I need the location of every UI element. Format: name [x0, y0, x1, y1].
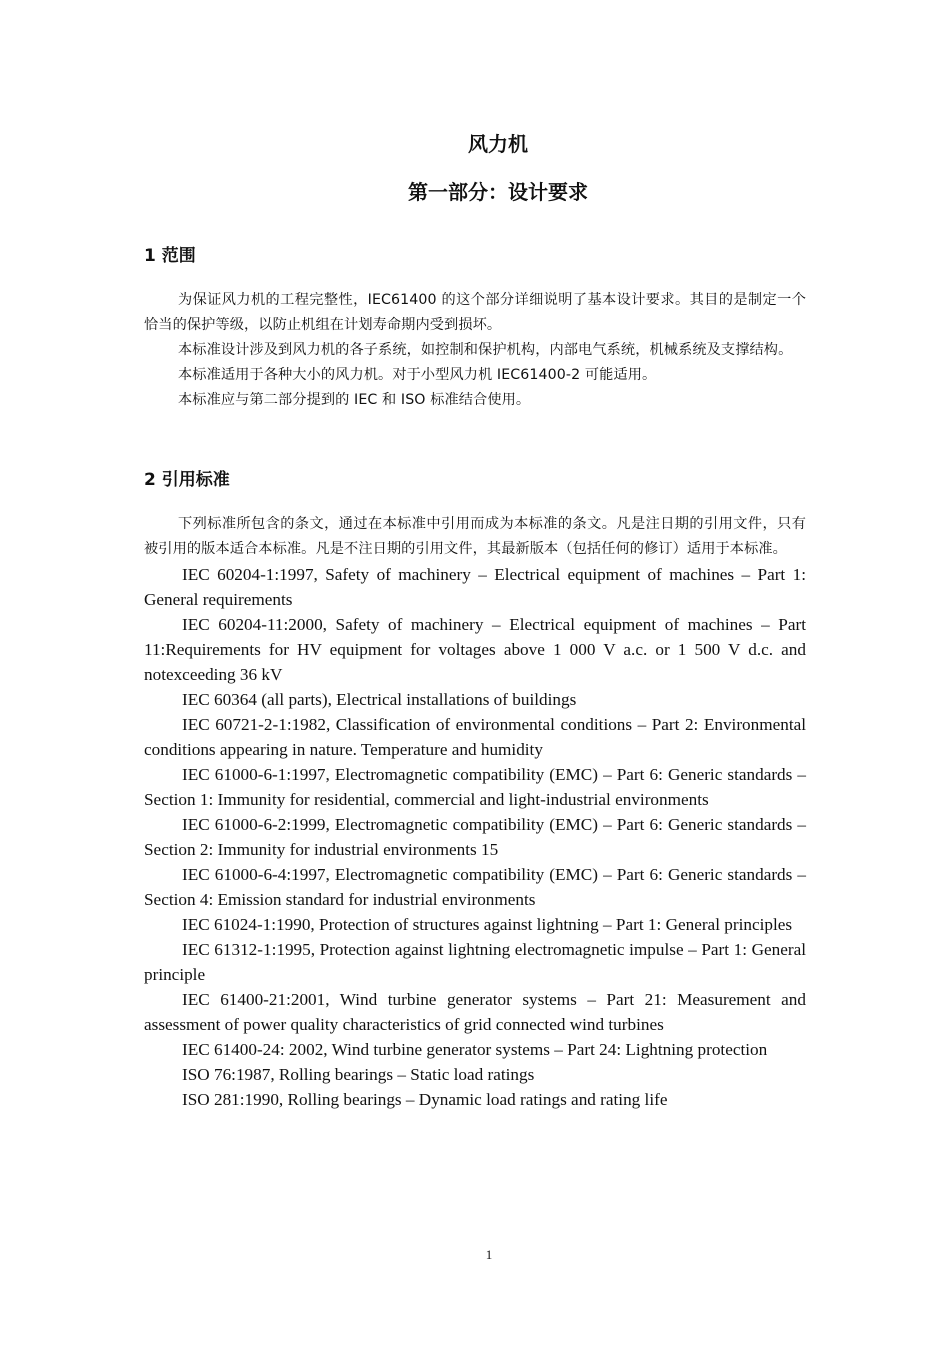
reference-item: IEC 61000-6-2:1999, Electromagnetic compatibility (EMC) – Part 6: Generic standards –Section 2: Immunity for industrial environments 15	[144, 815, 806, 859]
scope-body	[144, 288, 806, 413]
section-heading-normative-references: 2 引用标准	[144, 470, 230, 490]
reference-item: IEC 60364 (all parts), Electrical installations of buildings	[182, 690, 577, 709]
reference-item: IEC 61024-1:1990, Protection of structures against lightning – Part 1: General principles	[182, 915, 793, 934]
reference-item: IEC 61312-1:1995, Protection against lightning electromagnetic impulse – Part 1: General principle	[144, 940, 806, 984]
paragraph: 下列标准所包含的条文，通过在本标准中引用而成为本标准的条文。凡是注日期的引用文件，只有被引用的版本适合本标准。凡是不注日期的引用文件，其最新版本（包括任何的修订）适用于本标准。	[144, 516, 806, 557]
document-subtitle: 第一部分：设计要求	[408, 180, 588, 204]
reference-item: IEC 60721-2-1:1982, Classification of environmental conditions – Part 2: Environmental conditions appearing in nature. Temperature and humidity	[144, 715, 806, 759]
section-heading-scope: 1 范围	[144, 246, 196, 266]
reference-item: ISO 281:1990, Rolling bearings – Dynamic load ratings and rating life	[182, 1090, 668, 1109]
reference-item: IEC 61000-6-1:1997, Electromagnetic compatibility (EMC) – Part 6: Generic standards –Section 1: Immunity for residential, commercial and light-industrial environments	[144, 765, 806, 809]
paragraph: 本标准设计涉及到风力机的各子系统，如控制和保护机构，内部电气系统，机械系统及支撑结构。	[178, 342, 793, 358]
reference-item: ISO 76:1987, Rolling bearings – Static load ratings	[182, 1065, 535, 1084]
reference-item: IEC 61000-6-4:1997, Electromagnetic compatibility (EMC) – Part 6: Generic standards –Section 4: Emission standard for industrial environments	[144, 865, 806, 909]
references-body	[144, 512, 806, 1112]
paragraph: 本标准适用于各种大小的风力机。对于小型风力机 IEC61400-2 可能适用。	[178, 367, 657, 383]
reference-item: IEC 60204-11:2000, Safety of machinery – Electrical equipment of machines – Part 11:Requirements for HV equipment for voltages above 1 000 V a.c. or 1 500 V d.c. and notexceeding 36 kV	[144, 615, 806, 684]
page-number: 1	[485, 1247, 493, 1262]
reference-item: IEC 60204-1:1997, Safety of machinery – Electrical equipment of machines – Part 1: General requirements	[144, 565, 806, 609]
paragraph: 为保证风力机的工程完整性，IEC61400 的这个部分详细说明了基本设计要求。其目的是制定一个恰当的保护等级，以防止机组在计划寿命期内受到损坏。	[144, 292, 806, 333]
reference-item: IEC 61400-24: 2002, Wind turbine generator systems – Part 24: Lightning protection	[182, 1040, 768, 1059]
paragraph: 本标准应与第二部分提到的 IEC 和 ISO 标准结合使用。	[178, 392, 531, 408]
reference-item: IEC 61400-21:2001, Wind turbine generator systems – Part 21: Measurement and assessment of power quality characteristics of grid connected wind turbines	[144, 990, 806, 1034]
document-title: 风力机	[468, 132, 528, 156]
